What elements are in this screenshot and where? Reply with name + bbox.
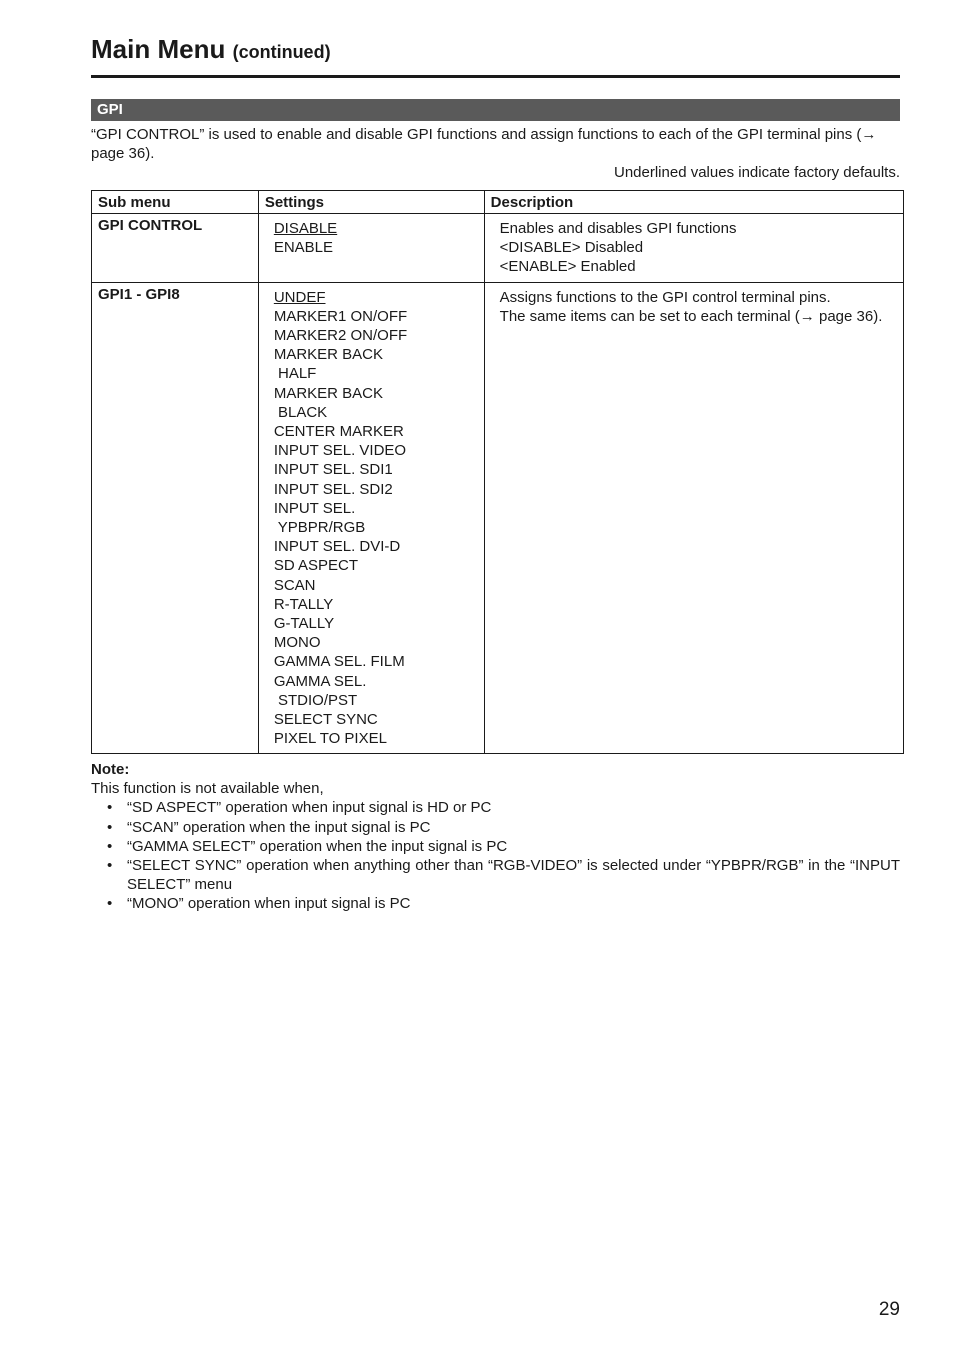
description-line: <DISABLE> Disabled: [499, 239, 644, 257]
settings-cell: [258, 214, 484, 283]
setting-option: BLACK: [273, 403, 328, 421]
note-item-text: “SELECT SYNC” operation when anything other than “RGB-VIDEO” is selected under “YPBPR/RGB” in the “INPUT SELECT” menu: [127, 857, 900, 894]
column-header-settings: Settings: [258, 191, 484, 214]
description-cell: [484, 282, 903, 754]
note-item: [91, 818, 900, 837]
bullet-icon: •: [107, 837, 113, 855]
description-line: Assigns functions to the GPI control terminal pins.: [499, 288, 831, 306]
section-header-gpi: [91, 99, 900, 121]
table-row: [92, 214, 904, 283]
setting-option: HALF: [273, 365, 317, 383]
submenu-cell: GPI1 - GPI8: [92, 282, 259, 754]
note-lead: This function is not available when,: [91, 780, 324, 798]
setting-option: ENABLE: [273, 239, 334, 257]
factory-defaults-note: Underlined values indicate factory defaults.: [614, 164, 900, 181]
bullet-icon: •: [107, 857, 113, 875]
setting-option: CENTER MARKER: [273, 423, 404, 441]
setting-option: YPBPR/RGB: [273, 519, 366, 537]
description-line: Enables and disables GPI functions: [499, 220, 737, 237]
setting-option: INPUT SEL. VIDEO: [273, 442, 407, 460]
note-item: [91, 837, 900, 856]
setting-option: SELECT SYNC: [273, 711, 378, 729]
description-line: <ENABLE> Enabled: [499, 258, 636, 276]
setting-option-default: UNDEF: [273, 288, 326, 306]
setting-option: STDIO/PST: [273, 691, 358, 709]
setting-option: MONO: [273, 634, 321, 652]
setting-option: INPUT SEL. SDI2: [273, 480, 393, 498]
setting-option: GAMMA SEL.: [273, 672, 367, 690]
note-item-text: “GAMMA SELECT” operation when the input signal is PC: [127, 837, 508, 855]
setting-option: MARKER2 ON/OFF: [273, 327, 408, 345]
page-title: [91, 33, 331, 68]
bullet-icon: •: [107, 895, 113, 913]
note-item-text: “SD ASPECT” operation when input signal is HD or PC: [127, 799, 492, 817]
note-block: [91, 760, 900, 914]
note-item: [91, 856, 900, 894]
bullet-icon: •: [107, 818, 113, 836]
note-item: [91, 894, 900, 913]
setting-option: GAMMA SEL. FILM: [273, 653, 405, 671]
section-intro: “GPI CONTROL” is used to enable and disable GPI functions and assign functions to each of the GPI terminal pins (→ page 36).: [91, 126, 877, 163]
setting-option-default: DISABLE: [273, 220, 338, 237]
setting-option: MARKER BACK: [273, 384, 384, 402]
section-title: GPI: [97, 101, 123, 118]
bullet-icon: •: [107, 799, 113, 817]
description-cell: [484, 214, 903, 283]
setting-option: G-TALLY: [273, 615, 335, 633]
setting-option: INPUT SEL. DVI-D: [273, 538, 401, 556]
column-header-description: Description: [484, 191, 903, 214]
note-list: [91, 798, 900, 913]
note-item-text: “SCAN” operation when the input signal is PC: [127, 818, 431, 836]
setting-option: MARKER1 ON/OFF: [273, 307, 408, 325]
table-header-row: [92, 191, 904, 214]
setting-option: SCAN: [273, 576, 316, 594]
column-header-submenu: Sub menu: [92, 191, 259, 214]
setting-option: INPUT SEL. SDI1: [273, 461, 393, 479]
setting-option: R-TALLY: [273, 595, 334, 613]
title-rule: [91, 75, 900, 78]
settings-cell: [258, 282, 484, 754]
note-item-text: “MONO” operation when input signal is PC: [127, 895, 411, 913]
page-title-main: Main Menu: [91, 34, 226, 64]
setting-option: MARKER BACK: [273, 346, 384, 364]
description-line: The same items can be set to each terminal (→ page 36).: [499, 307, 883, 325]
page-number: 29: [878, 1299, 900, 1320]
table-row: [92, 282, 904, 754]
gpi-settings-table: [91, 190, 904, 754]
setting-option: SD ASPECT: [273, 557, 359, 575]
setting-option: INPUT SEL.: [273, 499, 356, 517]
note-item: [91, 798, 900, 817]
note-title: Note:: [91, 761, 130, 778]
submenu-cell: GPI CONTROL: [92, 214, 259, 283]
setting-option: PIXEL TO PIXEL: [273, 730, 387, 748]
page-title-continued: (continued): [232, 42, 331, 62]
